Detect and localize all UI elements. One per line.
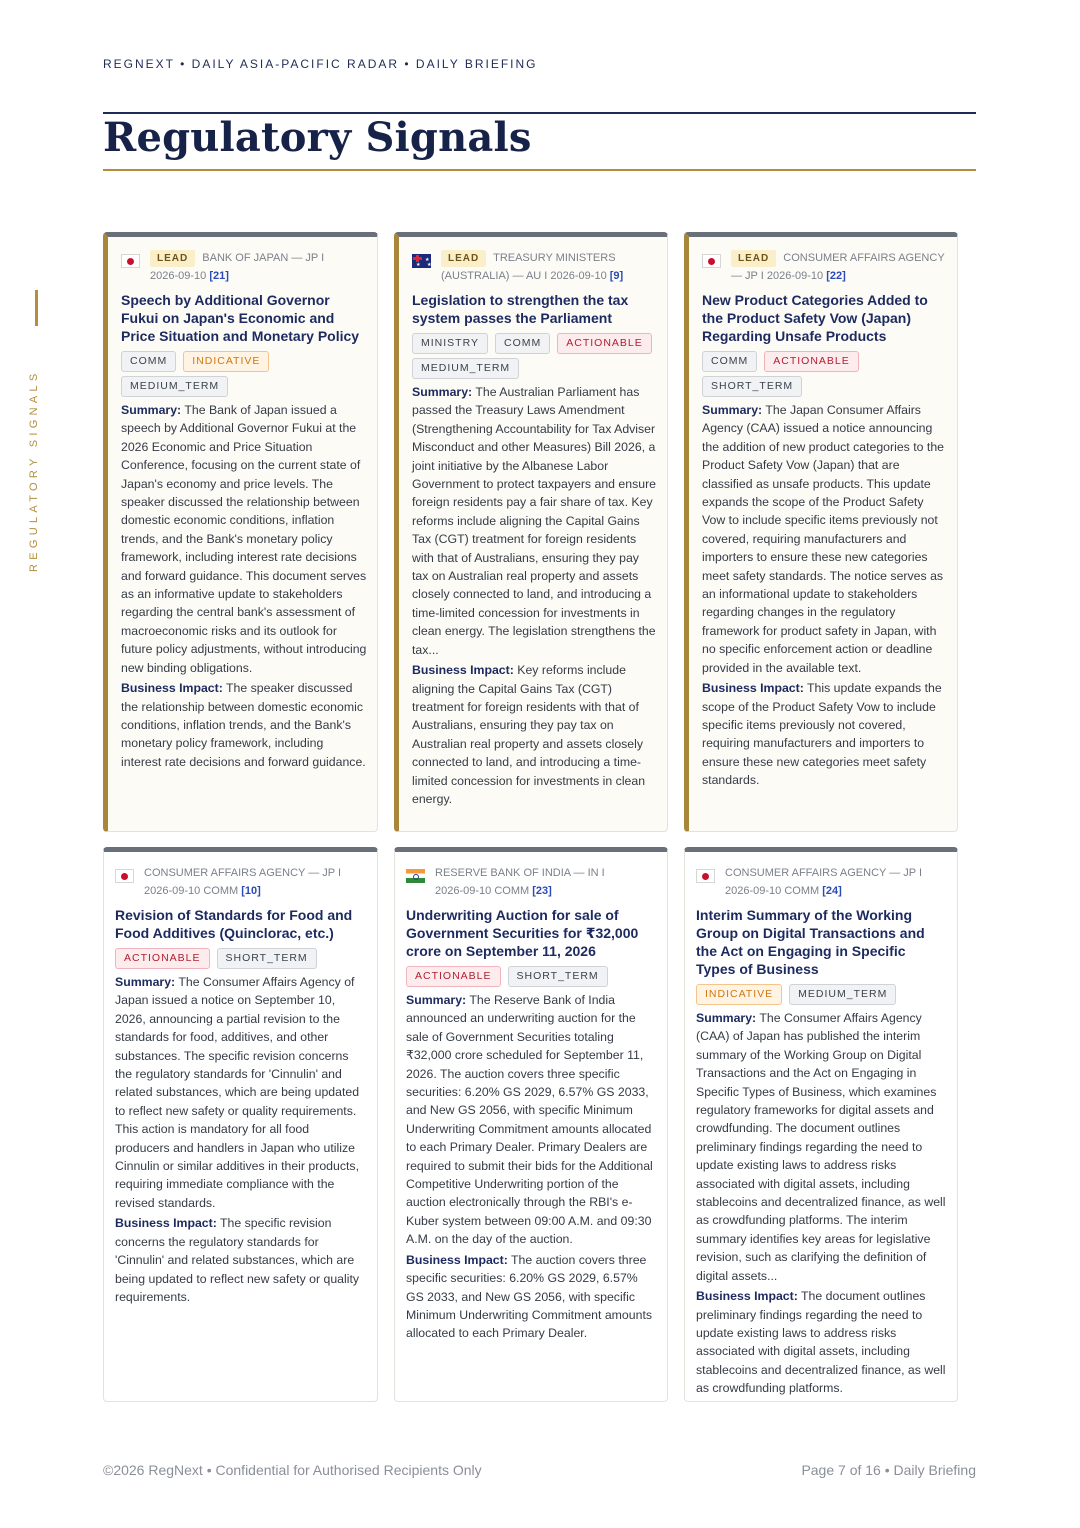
reference-link[interactable]: [10] (241, 885, 261, 897)
summary-text: Summary: The Japan Consumer Affairs Agency (CAA) issued a notice announcing the addition of new product categories to the Product Safety Vow (Japan) that are classified as unsafe products. This update expands the scope of the Product Safety Vow to include specific items previously not covered, requiring manufacturers and importers to ensure these new categories meet safety standards. The notice serves as an informational update to stakeholders regarding changes in the regulatory framework for product safety in Japan, with no specific enforcement action or deadline provided in the available text. (702, 403, 944, 675)
tag-actionable: ACTIONABLE (557, 333, 652, 354)
tag-actionable: ACTIONABLE (115, 948, 210, 969)
tag-list (702, 351, 947, 397)
source-label: CONSUMER AFFAIRS AGENCY — JP I (725, 867, 923, 879)
tag-ministry: MINISTRY (412, 333, 488, 354)
tag-list (696, 984, 947, 1005)
australia-flag-icon: ★ ★ ★ (412, 254, 431, 268)
comm-label: COMM (494, 885, 530, 897)
source-label: RESERVE BANK OF INDIA — IN I (435, 867, 605, 879)
impact-label: Business Impact: (406, 1252, 508, 1267)
summary-text: Summary: The Reserve Bank of India announced an underwriting auction for the sale of Government Securities totaling ₹32,000 crore scheduled for September 11, 2026. The auction covers three specific securities: 6.20% GS 2029, 6.57% GS 2033, and New GS 2056, with specific Minimum Underwriting Commitment amounts allocated to each Primary Dealer. Primary Dealers are required to submit their bids for the Additional Competitive Underwriting portion of the auction electronically through the RBI's e-Kuber system between 09:00 A.M. and 09:30 A.M. on the day of the auction. (406, 993, 653, 1247)
summary-label: Summary: (406, 993, 467, 1007)
source-label: CONSUMER AFFAIRS AGENCY — JP I (731, 252, 945, 282)
source-label: BANK OF JAPAN — JP I (202, 252, 325, 264)
tag-actionable: ACTIONABLE (764, 351, 859, 372)
impact-label: Business Impact: (121, 681, 223, 696)
date-label: 2026-09-10 (766, 270, 824, 282)
date-label: 2026-09-10 (150, 270, 207, 282)
summary-label: Summary: (115, 975, 176, 989)
tag-list (115, 948, 367, 969)
impact-text: Business Impact: The auction covers three specific securities: 6.20% GS 2029, 6.57% GS 2033, and New GS 2056, with specific Minimum Underwriting Commitment amounts allocated to each Primary Dealer. (406, 1252, 653, 1341)
impact-text: Business Impact: The speaker discussed the relationship between domestic economic conditions, inflation trends, and the Bank's monetary policy framework, including interest rate decisions and forward guidance. (121, 681, 366, 769)
date-label: 2026-09-10 (144, 885, 201, 897)
page-title: Regulatory Signals (103, 114, 532, 161)
footer-page-info: Page 7 of 16 • Daily Briefing (801, 1462, 976, 1478)
date-label: 2026-09-10 (725, 885, 782, 897)
india-flag-icon (406, 869, 425, 883)
japan-flag-icon (696, 869, 715, 883)
tag-term: MEDIUM_TERM (412, 358, 519, 379)
card-title[interactable]: Speech by Additional Governor Fukui on Japan's Economic and Price Situation and Monetary Policy (121, 292, 360, 344)
footer-copyright: ©2026 RegNext • Confidential for Authorised Recipients Only (103, 1462, 482, 1478)
summary-label: Summary: (412, 385, 473, 399)
comm-label: COMM (203, 885, 239, 897)
summary-label: Summary: (702, 403, 763, 417)
side-section-label: REGULATORY SIGNALS (28, 369, 40, 572)
tag-indicative: INDICATIVE (696, 984, 782, 1005)
tag-term: MEDIUM_TERM (789, 984, 896, 1005)
summary-text: Summary: The Bank of Japan issued a speech by Additional Governor Fukui at the 2026 Economic and Price Situation Conference, focusing on the current state of Japan's economy and price levels. The speaker discussed the relationship between domestic economic conditions, inflation trends, and the Bank's monetary policy framework, including interest rate decisions and forward guidance. This document serves as an informative update to stakeholders regarding the central bank's assessment of macroeconomic risks and its outlook for future policy adjustments, without introducing new binding obligations. (121, 403, 367, 675)
tag-term: SHORT_TERM (702, 376, 802, 397)
tag-list (121, 351, 367, 397)
tag-term: MEDIUM_TERM (121, 376, 228, 397)
tag-term: SHORT_TERM (508, 966, 608, 987)
summary-label: Summary: (696, 1011, 757, 1025)
reference-link[interactable]: [22] (826, 270, 846, 282)
impact-label: Business Impact: (702, 681, 804, 696)
source-label: CONSUMER AFFAIRS AGENCY — JP I (144, 867, 342, 879)
comm-label: COMM (784, 885, 820, 897)
impact-text: Business Impact: The specific revision concerns the regulatory standards for 'Cinnulin' and related substances, which are being updated to reflect new safety or quality requirements. (115, 1216, 360, 1304)
summary-text: Summary: The Australian Parliament has passed the Treasury Laws Amendment (Strengthening Accountability for Tax Adviser Misconduct and other Measures) Bill 2026, a joint initiative by the Albanese Labor Government to protect taxpayers and ensure foreign residents pay a fair share of tax. Key reforms include aligning the Capital Gains Tax (CGT) treatment for foreign residents with that of Australians, ensuring they pay tax on Australian real property and assets closely connected to land, and introducing a time-limited concession for investments in clean energy. The legislation strengthens the tax... (412, 385, 657, 657)
lead-badge: LEAD (150, 250, 195, 267)
breadcrumb: REGNEXT • DAILY ASIA-PACIFIC RADAR • DAILY BRIEFING (103, 57, 538, 71)
card-title[interactable]: Interim Summary of the Working Group on Digital Transactions and the Act on Engaging in Specific Types of Business (696, 907, 925, 977)
tag-term: SHORT_TERM (217, 948, 317, 969)
card-meta (406, 864, 657, 900)
card-meta (696, 864, 947, 900)
impact-text: Business Impact: The document outlines preliminary findings regarding the need to update existing laws to address risks associated with digital assets, including stablecoins and decentralized finance, as well as crowdfunding platforms. (696, 1289, 946, 1396)
summary-label: Summary: (121, 403, 182, 417)
card-meta (412, 249, 657, 285)
reference-link[interactable]: [9] (609, 270, 624, 282)
summary-text: Summary: The Consumer Affairs Agency of Japan issued a notice on September 10, 2026, announcing a partial revision to the standards for food, additives, and other substances. The specific revision concerns the regulatory standards for 'Cinnulin' and related substances, which are being updated to reflect new safety or quality requirements. This action is mandatory for all food producers and handlers in Japan who utilize Cinnulin or similar additives in their products, requiring immediate compliance with the revised standards. (115, 975, 360, 1210)
card-title[interactable]: New Product Categories Added to the Product Safety Vow (Japan) Regarding Unsafe Products (702, 292, 928, 344)
tag-indicative: INDICATIVE (183, 351, 269, 372)
date-label: 2026-09-10 (550, 270, 607, 282)
tag-list (412, 333, 657, 379)
japan-flag-icon (702, 254, 721, 268)
signal-card[interactable] (394, 847, 668, 1402)
lead-badge: LEAD (441, 250, 486, 267)
impact-label: Business Impact: (696, 1289, 798, 1304)
side-accent-bar (35, 290, 38, 326)
card-meta (121, 249, 367, 285)
signal-card[interactable] (394, 232, 668, 832)
card-meta (115, 864, 367, 900)
tag-list (406, 966, 657, 987)
reference-link[interactable]: [21] (209, 270, 229, 282)
signal-card[interactable] (103, 847, 378, 1402)
source-label: TREASURY MINISTERS (AUSTRALIA) — AU I (441, 252, 616, 282)
signal-card[interactable] (684, 847, 958, 1402)
impact-label: Business Impact: (115, 1216, 217, 1231)
lead-badge: LEAD (731, 250, 776, 267)
tag-comm: COMM (495, 333, 550, 354)
signal-card[interactable] (103, 232, 378, 832)
japan-flag-icon (121, 254, 140, 268)
impact-text: Business Impact: Key reforms include aligning the Capital Gains Tax (CGT) treatment for foreign residents with that of Australians, ensuring they pay tax on Australian real property and assets closely connected to land, and introducing a time-limited concession for investments in clean energy. (412, 663, 646, 806)
tag-comm: COMM (121, 351, 176, 372)
date-label: 2026-09-10 (435, 885, 492, 897)
card-title[interactable]: Underwriting Auction for sale of Government Securities for ₹32,000 crore on September 11, 2026 (406, 907, 639, 959)
japan-flag-icon (115, 869, 134, 883)
card-title[interactable]: Revision of Standards for Food and Food Additives (Quinclorac, etc.) (115, 907, 353, 941)
reference-link[interactable]: [24] (822, 885, 842, 897)
title-underline (103, 169, 976, 171)
summary-text: Summary: The Consumer Affairs Agency (CAA) of Japan has published the interim summary of the Working Group on Digital Transactions and the Act on Engaging in Specific Types of Business, which examines regulatory frameworks for digital assets and crowdfunding. The document outlines preliminary findings regarding the need to update existing laws to address risks associated with digital assets, including stablecoins and decentralized finance, as well as crowdfunding platforms. The interim summary identifies key areas for legislative revision, such as clarifying the definition of digital assets... (696, 1011, 946, 1283)
tag-comm: COMM (702, 351, 757, 372)
card-title[interactable]: Legislation to strengthen the tax system passes the Parliament (412, 292, 629, 326)
impact-label: Business Impact: (412, 663, 514, 678)
reference-link[interactable]: [23] (532, 885, 552, 897)
card-meta (702, 249, 947, 285)
signal-card[interactable] (684, 232, 958, 832)
impact-text: Business Impact: This update expands the scope of the Product Safety Vow to include specific items previously not covered, requiring manufacturers and importers to ensure these new categories meet safety standards. (702, 681, 942, 788)
tag-actionable: ACTIONABLE (406, 966, 501, 987)
